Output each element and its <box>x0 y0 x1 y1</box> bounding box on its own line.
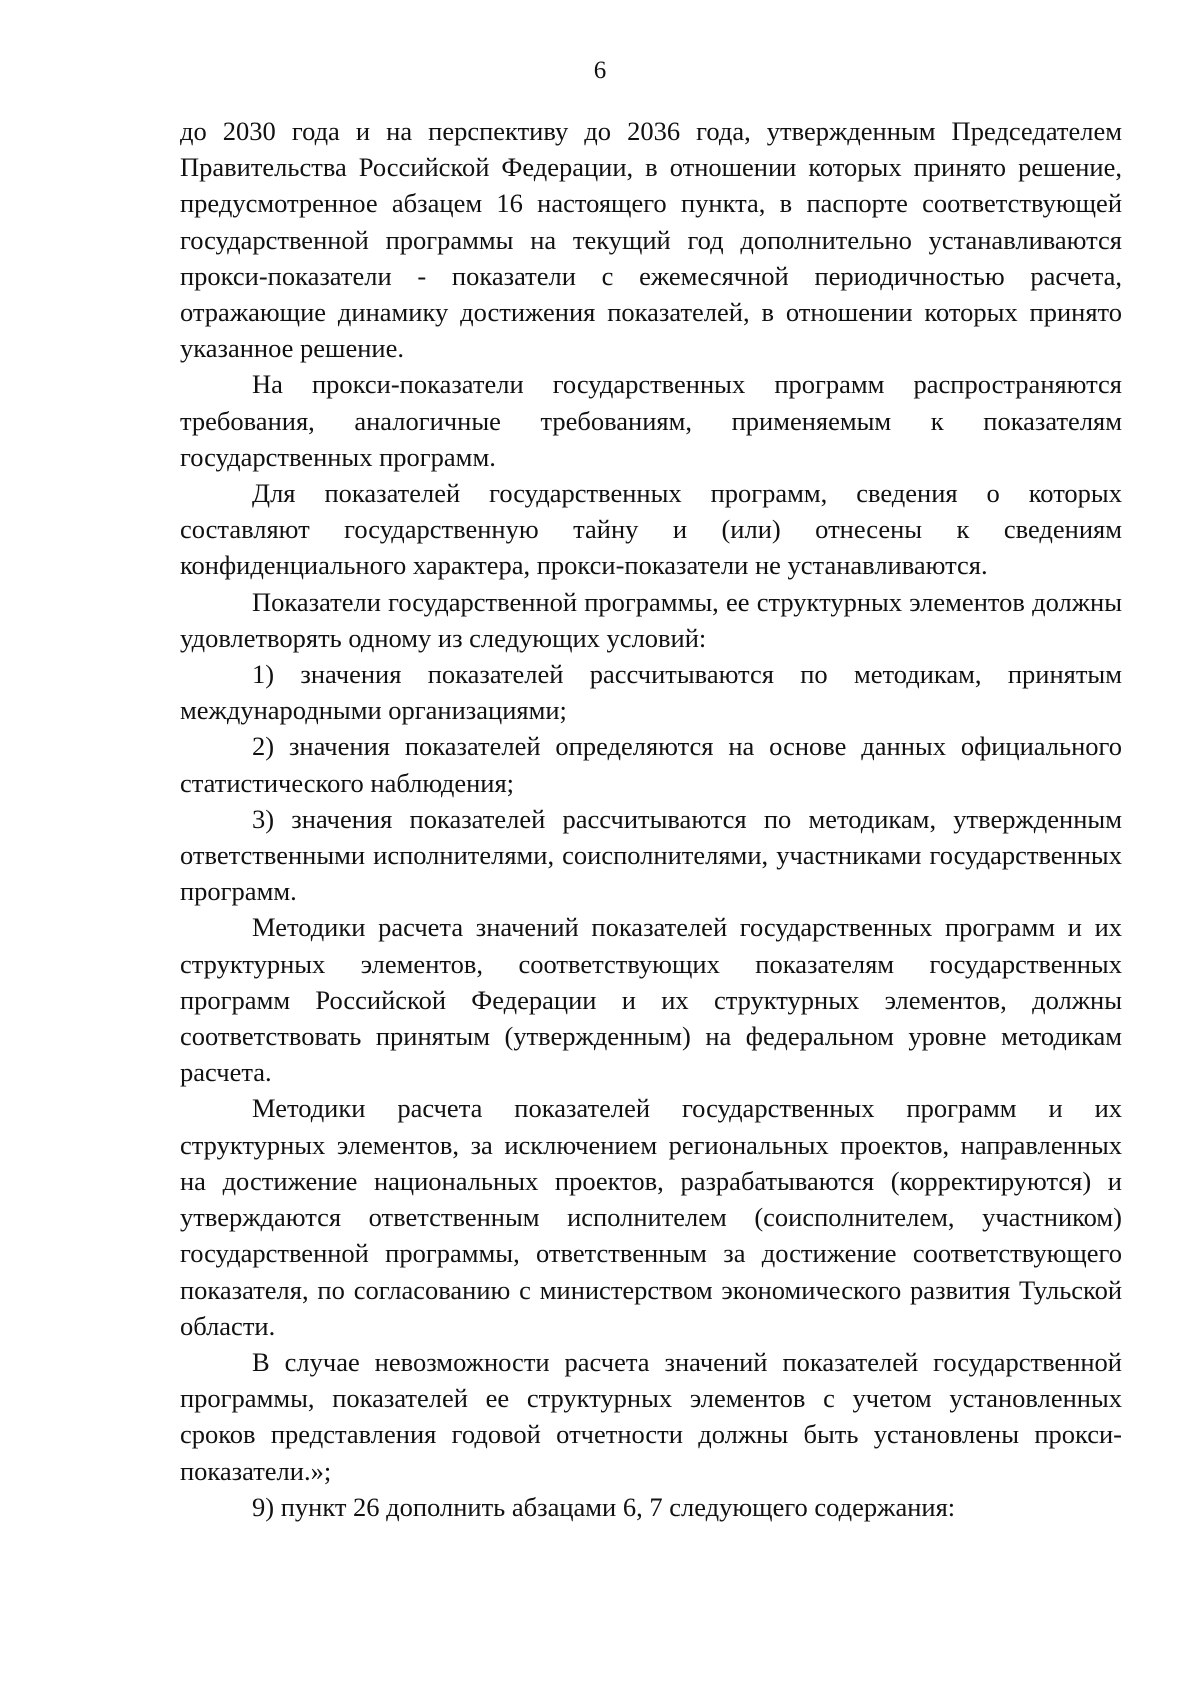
paragraph-methodology-approval: Методики расчета показателей государственных программ и их структурных элементов, за исключением региональных проектов, направленных на достижение национальных проектов, разрабатываются (корректируются) и утверждаются ответственным исполнителем (соисполнителем, участником) государственной программы, ответственным за достижение соответствующего показателя, по согласованию с министерством экономического развития Тульской области. <box>180 1093 1122 1341</box>
page-number: 6 <box>593 57 607 84</box>
paragraph-amendment-item-9: 9) пункт 26 дополнить абзацами 6, 7 следующего содержания: <box>252 1491 956 1522</box>
paragraph-proxy-requirements: На прокси-показатели государственных программ распространяются требования, аналогичные требованиям, применяемым к показателям государственных программ. <box>180 369 1122 472</box>
paragraph-state-secret: Для показателей государственных программ, сведения о которых составляют государственную тайну и (или) отнесены к сведениям конфиденциального характера, прокси-показатели не устанавливаются. <box>180 478 1122 581</box>
list-item-condition-2: 2) значения показателей определяются на основе данных официального статистического наблюдения; <box>180 731 1122 798</box>
document-body <box>180 113 1122 1525</box>
paragraph-continuation: до 2030 года и на перспективу до 2036 года, утвержденным Председателем Правительства Российской Федерации, в отношении которых принято решение, предусмотренное абзацем 16 настоящего пункта, в паспорте соответствующей государственной программы на текущий год дополнительно устанавливаются прокси-показатели - показатели с ежемесячной периодичностью расчета, отражающие динамику достижения показателей, в отношении которых принято указанное решение. <box>180 116 1122 364</box>
paragraph-indicator-conditions: Показатели государственной программы, ее структурных элементов должны удовлетворять одному из следующих условий: <box>180 586 1122 653</box>
list-item-condition-1: 1) значения показателей рассчитываются по методикам, принятым международными организациями; <box>180 659 1122 726</box>
paragraph-methodology-federal: Методики расчета значений показателей государственных программ и их структурных элементов, соответствующих показателям государственных программ Российской Федерации и их структурных элементов, должны соответствовать принятым (утвержденным) на федеральном уровне методикам расчета. <box>180 912 1122 1088</box>
list-item-condition-3: 3) значения показателей рассчитываются по методикам, утвержденным ответственными исполнителями, соисполнителями, участниками государственных программ. <box>180 803 1122 907</box>
paragraph-proxy-fallback: В случае невозможности расчета значений показателей государственной программы, показателей ее структурных элементов с учетом установленных сроков представления годовой отчетности должны быть установлены прокси-показатели.»; <box>180 1346 1122 1486</box>
